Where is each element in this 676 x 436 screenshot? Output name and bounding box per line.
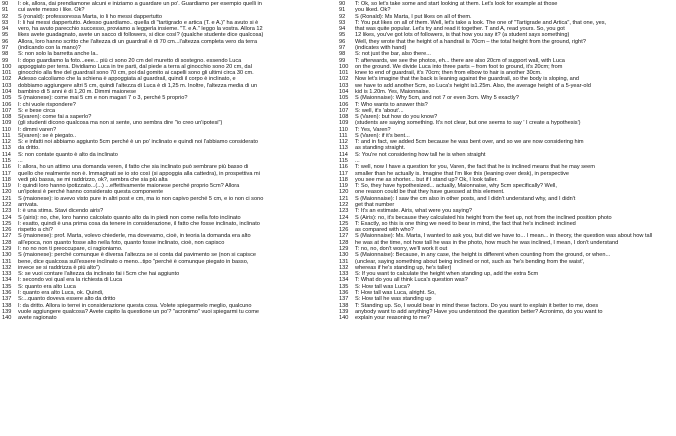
line-text: S (Maionnaise): Why 5cm, and not 7 or even 3cm. Why 5 exactly? (355, 95, 519, 102)
line-number: 139 (2, 308, 12, 315)
line-text: I: dimmi varen? (18, 126, 57, 133)
line-text: S: not just the bar, also there... (355, 51, 431, 58)
line-text: T: afterwards, we see the photos, eh... there are also 20cm of support wall, with Luca (355, 57, 565, 64)
line-text: likes avete guadagnato, avete un sacco di followers, si dice così? (qualche studente dice qualcosa) (18, 32, 264, 39)
line-number: 110 (2, 126, 11, 133)
line-number: 113 (339, 145, 348, 152)
italian-transcript-column (2, 1, 332, 321)
line-text: T: Standing up. So, I would bear in mind these factors. Do you want to explain it better to me, does (355, 302, 599, 309)
line-number: 103 (2, 82, 12, 89)
line-number: 126 (339, 227, 349, 234)
line-text: da dritto. (18, 145, 40, 152)
line-text: vuole aggiungere qualcosa? Avete capito la questione un po'? "acronimo" vuoi spiegarmi tu come (18, 308, 259, 315)
line-number: 130 (339, 252, 349, 259)
line-number: 104 (2, 88, 12, 95)
line-text: all'epoca, non quanto fosse alto nella foto, quanto fosse inclinato, cioè, non capisco (18, 239, 225, 246)
line-text: S(varen): come fai a saperlo? (18, 114, 92, 121)
line-text: (gli studenti dicono qualcosa ma non si sente, uno sembra dire "io creo un'ipotesi") (18, 120, 223, 127)
line-number: 136 (2, 289, 12, 296)
line-number: 117 (2, 170, 11, 177)
line-text: (indicando con la mano)? (18, 44, 81, 51)
line-number: 125 (2, 220, 12, 227)
line-number: 109 (2, 120, 12, 127)
line-number: 119 (339, 183, 348, 190)
line-number: 129 (339, 245, 349, 252)
line-text: (unclear, saying something about being inclined or not, such as 'he's bending from the waist', (355, 258, 585, 265)
line-number: 104 (339, 88, 349, 95)
line-text: S (maionese): perché comunque è diversa l'altezza se si conta dal pavimento se (non si capisce (18, 252, 256, 259)
line-number: 112 (2, 139, 11, 146)
line-text: T: no, no, don't worry, we'll work it out (355, 245, 448, 252)
line-number: 116 (339, 164, 348, 171)
line-text: we have to add another 5cm, so Luca's height is1.25m. Also, the average height of a 5-year-old (355, 82, 591, 89)
line-text: S (Airis): no, it's because they calculated his height from the feet up, not from the inclined position photo (355, 214, 612, 221)
line-text: S (Maionnaise): Because, in any case, the height is different when counting from the ground, or when... (355, 252, 611, 259)
line-text: T: Ok, so let's take some and start looking at them. Let's look for example at those (355, 1, 558, 7)
line-number: 138 (2, 302, 12, 309)
line-text: S: well, it's 'about'... (355, 107, 404, 114)
line-number: 128 (339, 239, 349, 246)
line-text: S: e bese circa (18, 107, 55, 114)
line-number: 92 (2, 13, 9, 20)
line-number: 109 (339, 120, 349, 127)
line-number: 96 (2, 38, 9, 45)
line-number: 137 (339, 296, 349, 303)
line-text: vero, ha avuto parecchio successo, proviamo a leggerla insieme. "T. e A." leggo la vostra. Allora 12 (18, 26, 263, 33)
line-number: 136 (339, 289, 349, 296)
line-text: rispetto a chi? (18, 227, 53, 234)
line-text: T: How tall was Luca, alright. So, (355, 289, 436, 296)
line-number: 133 (339, 271, 349, 278)
line-number: 107 (2, 107, 12, 114)
line-number: 97 (2, 44, 9, 51)
line-text: S: se vuoi contare l'altezza da inclinato fai i 5cm che hai aggiunto (18, 271, 180, 278)
line-number: 126 (2, 227, 12, 234)
line-number: 131 (339, 258, 349, 265)
line-number: 91 (339, 7, 346, 14)
line-text: I: quindi loro hanno ipotizzato...(...) ...effettivamente maionese perché proprio 5cm? Allora (18, 183, 240, 190)
line-text: I: esatto, quindi è una prima cosa da tenere in considerazione, il fatto che fosse inclinato, inclinato (18, 220, 260, 227)
line-text: Well, they wrote that the height of a handrail is 70cm – the total height from the ground, right? (355, 38, 586, 45)
line-number: 107 (339, 107, 349, 114)
line-text: S (Ronald): Ms Marta, I put likes on all of them. (355, 13, 472, 20)
line-number: 111 (2, 132, 11, 139)
line-text: S (maionese): io avevo visto pure in altri post e cm, ma io non capivo perché 5 cm, e io non ci sono (18, 195, 264, 202)
line-text: ... (18, 158, 23, 165)
line-text: I: no no non ti preoccupare, ci ragioniamo. (18, 245, 123, 252)
line-number: 122 (339, 202, 349, 208)
line-text: S: If you want to calculate the height when standing up, add the extra 5cm (355, 271, 539, 278)
line-number: 103 (339, 82, 349, 89)
line-text: un'ipotesi è perché hanno considerato questa componente (18, 189, 164, 196)
line-text: ginocchio alla fine del guardrail sono 70 cm, poi dal gomito ai capelli sono gli ultimi circa 30 cm. (18, 70, 254, 77)
line-number: 127 (2, 233, 12, 240)
line-number: 110 (339, 126, 348, 133)
line-number: 99 (2, 57, 9, 64)
line-text: as standing straight. (355, 145, 406, 152)
transcript-line (2, 315, 332, 321)
line-text: S: How tall he was standing up (355, 296, 432, 303)
line-number: 93 (2, 19, 9, 26)
line-number: 102 (339, 76, 349, 83)
line-text: cui avete messo i like. Ok? (18, 7, 85, 14)
line-text: ... (355, 158, 360, 165)
line-number: 113 (2, 145, 11, 152)
line-number: 105 (2, 95, 12, 102)
line-number: 128 (2, 239, 12, 246)
line-text: invece se si raddrizza è più alto") (18, 264, 100, 271)
line-number: 90 (339, 1, 346, 7)
line-text: I: secondo voi qual era la richiesta di Luca (18, 277, 123, 284)
line-text: S (Maionnaise): Ms. Marta, I wanted to ask you, but did we have to... I mean... in theory, the question was about how tall (355, 233, 653, 240)
line-number: 116 (2, 164, 11, 171)
line-number: 121 (2, 195, 12, 202)
line-number: 134 (339, 277, 349, 284)
line-number: 106 (2, 101, 12, 108)
line-number: 132 (339, 264, 349, 271)
line-text: one reason could be that they have guessed at this element. (355, 189, 505, 196)
line-text: S(varen): se è piegato.. (18, 132, 77, 139)
line-number: 118 (339, 176, 348, 183)
line-number: 120 (339, 189, 349, 196)
line-text: S: You're not considering how tall he is when straight (355, 151, 486, 158)
line-text: that was quite popular. Let's try and read it together. T and A, read yours. So, you got (355, 26, 565, 33)
line-number: 139 (339, 308, 349, 315)
line-number: 95 (339, 32, 346, 39)
line-number: 91 (2, 7, 9, 14)
line-number: 114 (339, 151, 348, 158)
line-text: on the ground. We divide Luca into three parts – from foot to ground, it's 20cm; from (355, 63, 563, 70)
line-text: I: è una stima. Stavi dicendo airis? (18, 208, 104, 215)
line-text: Now let's imagine that the back is leaning against the guardrail, so the body is sloping, and (355, 76, 580, 83)
line-text: (students are saying something. It's not clear, but one seems to say ' I create a hypothesis') (355, 120, 581, 127)
line-text: vedi più bassa, se mi raddrizzo, ok?, sembra che sia più alta (18, 176, 168, 183)
line-number: 138 (339, 302, 349, 309)
line-number: 90 (2, 1, 9, 7)
line-number: 100 (2, 63, 12, 70)
line-number: 134 (2, 277, 12, 284)
line-number: 127 (339, 233, 349, 240)
line-text: appoggiato per terra. Dividiamo Luca in tre parti, dal piede a terra al ginocchio sono 20 cm, dal (18, 63, 252, 70)
line-text: I: da dritto. Allora io terrei in considerazione questa cosa. Volete spiegarmelo meglio, qualcuno (18, 302, 252, 309)
line-number: 118 (2, 176, 11, 183)
line-text: T: and in fact, we added 5cm because he was bent over, and so we are now considering him (355, 139, 584, 146)
line-number: 101 (339, 70, 349, 77)
line-text: Adesso calcoliamo che la schiena è appoggiata al guardrail, quindi il corpo è inclinato, e (18, 76, 236, 83)
line-number: 131 (2, 258, 12, 265)
line-text: T: It's an estimate. Airis, what were you saying? (355, 208, 473, 215)
line-number: 112 (339, 139, 348, 146)
line-text: T: well, now I have a question for you, Varen, the fact that he is inclined means that he may seem (355, 164, 595, 171)
line-number: 111 (339, 132, 348, 139)
line-text: (indicates with hand) (355, 44, 407, 51)
line-number: 114 (2, 151, 11, 158)
line-number: 101 (2, 70, 12, 77)
line-number: 97 (339, 44, 346, 51)
line-text: Allora, loro hanno scritto che l'altezza di un guardrail è di 70 cm...l'altezza completa vero da terra (18, 38, 258, 45)
line-text: dobbiamo aggiungere altri 5 cm, quindi l'altezza di Luca è di 1,25 m. Inoltre, l'altezza media di un (18, 82, 258, 89)
line-number: 108 (339, 114, 349, 121)
line-text: whereas if he's standing up, he's taller) (355, 264, 452, 271)
line-number: 115 (339, 158, 348, 165)
line-text: S (maionese): come mai 5 cm e non magari 7 o 3, perché 5 proprio? (18, 95, 188, 102)
line-text: S: How tall was Luca? (355, 283, 411, 290)
line-number: 135 (339, 283, 349, 290)
line-text: I: allora, ho un attimo una domanda veren, il fatto che sia inclinato può sembrare più basso di (18, 164, 249, 171)
line-text: S (Varen): but how do you know? (355, 114, 438, 121)
line-number: 124 (339, 214, 349, 221)
line-text: S (airis): no, che, loro hanno calcolato quanto alto da in piedi non come nella foto inclinato (18, 214, 241, 221)
line-text: I: li hai messi dappertutto. Adesso guardiamo.. quella di "tartigrado e artica (T. e A.)" ha avuto si è (18, 19, 259, 26)
line-number: 99 (339, 57, 346, 64)
line-text: I: ok, allora, dai prendiamone alcuni e iniziamo a guardare un po'. Guardiamo per esempio quelli in (18, 1, 262, 7)
line-number: 119 (2, 183, 11, 190)
line-number: 100 (339, 63, 349, 70)
line-number: 124 (2, 214, 12, 221)
line-text: I: chi vuole rispondere? (18, 101, 76, 108)
line-text: S: e infatti noi abbiamo aggiunto 5cm perché è un po' inclinato e quindi noi l'abbiamo considerato (18, 139, 259, 146)
line-text: you see me as shorter... but if I stand up? Ok, I look taller. (355, 176, 498, 183)
line-text: S: non contate quanto è alto da inclinato (18, 151, 118, 158)
line-number: 120 (2, 189, 12, 196)
line-text: T: Yes, Varen? (355, 126, 391, 133)
line-number: 133 (2, 271, 12, 278)
line-number: 106 (339, 101, 349, 108)
line-text: as compared with who? (355, 227, 414, 234)
transcript-line (339, 315, 669, 321)
line-text: get that number (355, 202, 395, 208)
line-text: I: dopo guardiamo la foto...eee... più ci sono 20 cm del muretto di sostegno. essendo Luca (18, 57, 242, 64)
line-number: 121 (339, 195, 349, 202)
line-text: 12 likes, you've got lots of followers, is that how you say it? (a student says something) (355, 32, 570, 39)
line-number: 129 (2, 245, 12, 252)
line-text: S: non solo la barretta anche la.. (18, 51, 99, 58)
line-text: avete ragionato (18, 315, 57, 322)
line-text: S (maionese): prof. Marta, volevo chiederle, ma dovevamo, cioè, in teoria la domanda era alto (18, 233, 251, 240)
line-text: S: quanto era alto Luca (18, 283, 76, 290)
line-text: arrivata. (18, 202, 39, 208)
line-number: 93 (339, 19, 346, 26)
line-number: 98 (2, 51, 9, 58)
line-number: 95 (2, 32, 9, 39)
line-number: 115 (2, 158, 11, 165)
line-text: anybody want to add anything? Have you understood the question better? Acronimo, do you want to (355, 308, 603, 315)
line-number: 102 (2, 76, 12, 83)
line-text: T: Exactly, so this is one thing we need to bear in mind, the fact that he's inclined: inclined (355, 220, 576, 227)
line-text: S (Varen): if it's bent... (355, 132, 410, 139)
line-number: 130 (2, 252, 12, 259)
line-number: 132 (2, 264, 12, 271)
line-number: 117 (339, 170, 348, 177)
line-number: 123 (339, 208, 349, 215)
line-text: T: You put likes on all of them. Well, let's take a look. The one of "Tartigrade and Artica", that one, yes, (355, 19, 607, 26)
line-text: explain your reasoning to me? (355, 315, 430, 322)
line-text: T: What do you all think Luca's question was? (355, 277, 468, 284)
line-text: S (Maionnaise): I saw the cm also in other posts, and I didn't understand why, and I didn't (355, 195, 576, 202)
line-text: T: So, they have hypothesized... actually, Maionnaise, why 5cm specifically? Well, (355, 183, 557, 190)
line-text: smaller than he actually is. Imagine that I'm like this (leaning over desk), in perspective (355, 170, 570, 177)
line-number: 108 (2, 114, 12, 121)
line-text: quello che realmente non è. Immaginati se io sto così (si appoggia alla cattedra), in prospettiva mi (18, 170, 260, 177)
line-number: 137 (2, 296, 12, 303)
line-number: 122 (2, 202, 12, 208)
line-text: you liked. Ok? (355, 7, 391, 14)
line-text: kid is 1.20m. Yes, Maionnaise. (355, 88, 431, 95)
line-text: I: quanto era alto Luca, ok. Quindi, (18, 289, 104, 296)
english-transcript-column (339, 1, 669, 321)
line-number: 105 (339, 95, 349, 102)
line-text: he was at the time, not how tall he was in the photo, how much he was inclined, I mean, I don't understand (355, 239, 619, 246)
line-number: 125 (339, 220, 349, 227)
line-text: T: Who wants to answer this? (355, 101, 428, 108)
line-number: 123 (2, 208, 12, 215)
line-number: 140 (339, 315, 349, 322)
line-number: 96 (339, 38, 346, 45)
line-text: knee to end of guardrail, it's 70cm; then from elbow to hair is another 30cm. (355, 70, 542, 77)
line-number: 94 (339, 26, 346, 33)
line-text: S (ronald): professoressa Marta, io li ho messi dappertutto (18, 13, 162, 20)
line-number: 94 (2, 26, 9, 33)
line-text: bambino di 5 anni è di 1,20 m. Dimmi maionese (18, 88, 137, 95)
line-number: 135 (2, 283, 12, 290)
line-text: S:...quanto doveva essere alto da dritto (18, 296, 116, 303)
line-number: 98 (339, 51, 346, 58)
line-text: bene, dice qualcosa sull'essere inclinato o meno...tipo "perché è comunque piegato in basso, (18, 258, 249, 265)
line-number: 140 (2, 315, 12, 322)
line-number: 92 (339, 13, 346, 20)
